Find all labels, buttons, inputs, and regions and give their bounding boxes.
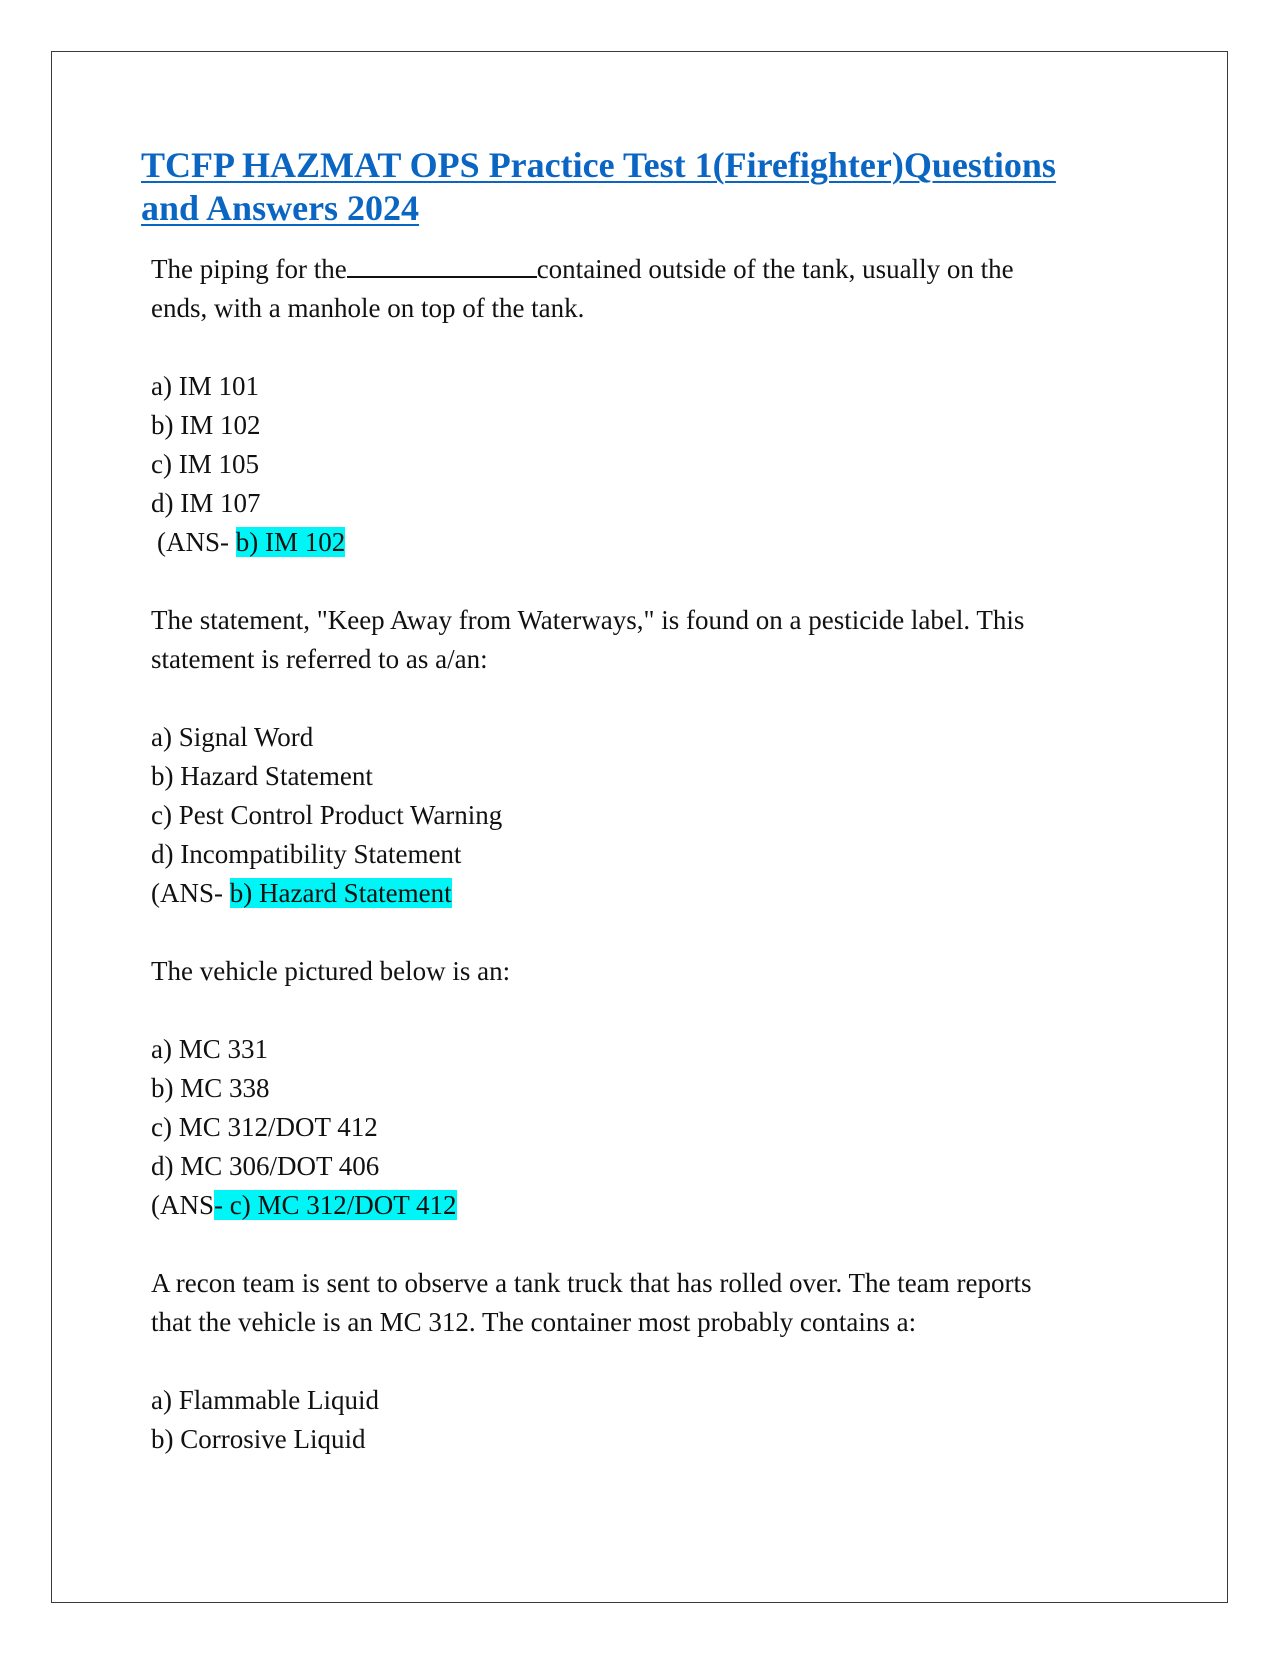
question-stem: The vehicle pictured below is an: bbox=[151, 956, 511, 986]
question-2 bbox=[151, 601, 1151, 913]
question-1 bbox=[151, 250, 1151, 562]
answer-option: a) Signal Word bbox=[151, 722, 314, 752]
title-line-2: and Answers 2024 bbox=[141, 188, 420, 228]
answer-option: d) Incompatibility Statement bbox=[151, 839, 462, 869]
answer-option: a) Flammable Liquid bbox=[151, 1385, 379, 1415]
document-page bbox=[51, 51, 1228, 1603]
fill-in-blank bbox=[347, 254, 537, 278]
answer-option: b) MC 338 bbox=[151, 1073, 270, 1103]
title-line-1: TCFP HAZMAT OPS Practice Test 1(Firefighter)Questions bbox=[141, 145, 1056, 185]
answer-option: a) MC 331 bbox=[151, 1034, 268, 1064]
answer-option: b) Corrosive Liquid bbox=[151, 1424, 366, 1454]
answer-key: (ANS- b) Hazard Statement bbox=[151, 878, 452, 908]
question-stem: The statement, "Keep Away from Waterways," is found on a pesticide label. This statement is referred to as a/an: bbox=[151, 605, 1025, 674]
highlighted-answer: - c) MC 312/DOT 412 bbox=[214, 1190, 457, 1220]
highlighted-answer: b) IM 102 bbox=[235, 527, 346, 557]
question-stem: A recon team is sent to observe a tank truck that has rolled over. The team reports that the vehicle is an MC 312. The container most probably contains a: bbox=[151, 1268, 1032, 1337]
question-stem: The piping for the contained outside of the tank, usually on the ends, with a manhole on top of the tank. bbox=[151, 254, 1014, 323]
answer-option: b) IM 102 bbox=[151, 410, 261, 440]
question-4 bbox=[151, 1264, 1151, 1459]
answer-option: c) IM 105 bbox=[151, 449, 259, 479]
highlighted-answer: b) Hazard Statement bbox=[229, 878, 452, 908]
question-3 bbox=[151, 952, 1151, 1225]
answer-key: (ANS- b) IM 102 bbox=[157, 527, 346, 557]
answer-option: d) MC 306/DOT 406 bbox=[151, 1151, 380, 1181]
answer-option: d) IM 107 bbox=[151, 488, 261, 518]
answer-option: c) MC 312/DOT 412 bbox=[151, 1112, 378, 1142]
document-title bbox=[141, 144, 1141, 230]
answer-option: c) Pest Control Product Warning bbox=[151, 800, 503, 830]
answer-option: b) Hazard Statement bbox=[151, 761, 373, 791]
answer-option: a) IM 101 bbox=[151, 371, 259, 401]
answer-key: (ANS- c) MC 312/DOT 412 bbox=[151, 1190, 457, 1220]
question-list bbox=[151, 250, 1151, 1459]
